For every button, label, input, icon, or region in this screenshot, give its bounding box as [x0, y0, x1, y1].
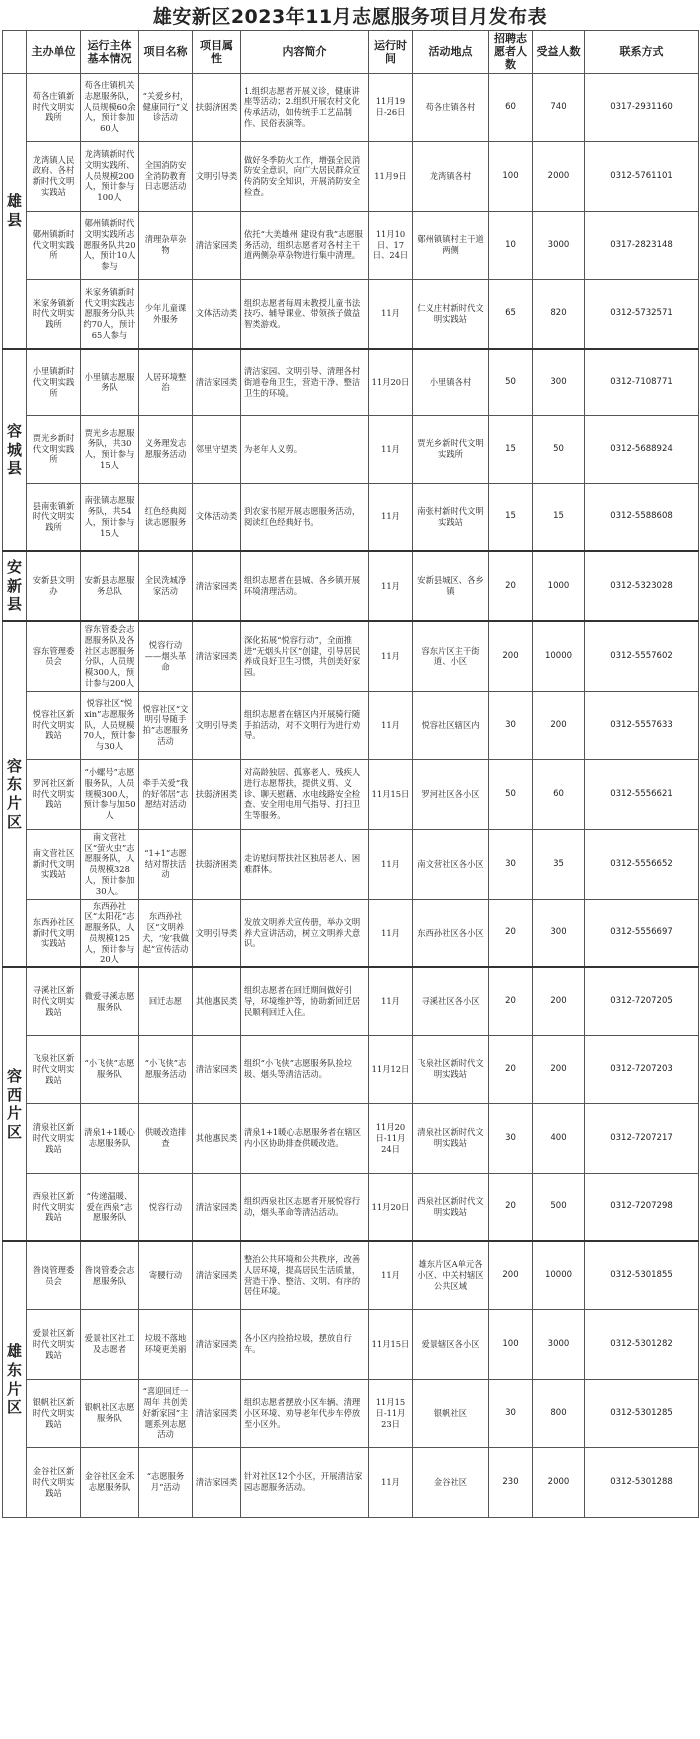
location-cell: 南张村新时代文明实践站: [413, 483, 489, 551]
description-cell: 依托“大美雄州 建设有我”志愿服务活动，组织志愿者对各村主干道两侧杂草杂物进行集中清理。: [241, 211, 369, 279]
description-cell: 各小区内捡拾垃圾，摆放自行车。: [241, 1309, 369, 1379]
project-type-cell: 其他惠民类: [193, 967, 241, 1035]
run-time-cell: 11月20日: [369, 1173, 413, 1241]
location-cell: 安新县城区、各乡镇: [413, 551, 489, 621]
recruit-count-cell: 50: [489, 349, 533, 415]
recruit-count-cell: 30: [489, 1379, 533, 1447]
run-time-cell: 11月: [369, 483, 413, 551]
project-type-cell: 扶弱济困类: [193, 829, 241, 899]
table-row: [3, 211, 699, 279]
contact-cell: 0312-5556652: [585, 829, 699, 899]
recruit-count-cell: 20: [489, 967, 533, 1035]
location-cell: 容东片区主干街道、小区: [413, 621, 489, 691]
description-cell: 针对社区12个小区，开展清洁家园志愿服务活动。: [241, 1447, 369, 1517]
contact-cell: 0312-5556697: [585, 899, 699, 967]
beneficiary-count-cell: 200: [533, 1035, 585, 1103]
table-row: [3, 759, 699, 829]
beneficiary-count-cell: 60: [533, 759, 585, 829]
county-cell: 雄 东 片 区: [3, 1241, 27, 1517]
location-cell: 东西孙社区各小区: [413, 899, 489, 967]
beneficiary-count-cell: 2000: [533, 1447, 585, 1517]
recruit-count-cell: 20: [489, 899, 533, 967]
contact-cell: 0312-5588608: [585, 483, 699, 551]
operator-info-cell: 容东管委会志愿服务队及各社区志愿服务分队，人员规模300人，预计参与200人: [81, 621, 139, 691]
project-name-cell: 垃圾不落地 环境更美丽: [139, 1309, 193, 1379]
description-cell: 整治公共环境和公共秩序，改善人居环境，提高居民生活质量，营造干净、整洁、文明、有序的居住环境。: [241, 1241, 369, 1309]
table-row: [3, 899, 699, 967]
recruit-count-cell: 15: [489, 415, 533, 483]
project-name-cell: 义务理发志愿服务活动: [139, 415, 193, 483]
project-type-cell: 清洁家园类: [193, 1173, 241, 1241]
description-cell: 组织志愿者在县城、各乡镇开展环境清理活动。: [241, 551, 369, 621]
run-time-cell: 11月15日: [369, 1309, 413, 1379]
run-time-cell: 11月: [369, 621, 413, 691]
table-row: [3, 967, 699, 1035]
operator-info-cell: 米家务镇新时代文明实践志愿服务分队共约70人，预计65人参与: [81, 279, 139, 349]
table-row: [3, 621, 699, 691]
beneficiary-count-cell: 50: [533, 415, 585, 483]
table-row: [3, 279, 699, 349]
location-cell: 仁义庄村新时代文明实践站: [413, 279, 489, 349]
operator-info-cell: “小螺号”志愿服务队，人员规模300人，预计参与加50人: [81, 759, 139, 829]
host-unit-cell: 容东管理委员会: [27, 621, 81, 691]
project-name-cell: 悦容行动——烟头革命: [139, 621, 193, 691]
run-time-cell: 11月: [369, 829, 413, 899]
header-cell: 内容简介: [241, 31, 369, 74]
recruit-count-cell: 100: [489, 1309, 533, 1379]
location-cell: 寻溪社区各小区: [413, 967, 489, 1035]
recruit-count-cell: 20: [489, 1035, 533, 1103]
page-title: 雄安新区2023年11月志愿服务项目月发布表: [152, 6, 548, 28]
project-name-cell: “关爱乡村，健康同行”义诊活动: [139, 73, 193, 141]
host-unit-cell: 小里镇新时代文明实践所: [27, 349, 81, 415]
header-cell: [3, 31, 27, 74]
table-row: [3, 829, 699, 899]
project-type-cell: 文体活动类: [193, 483, 241, 551]
beneficiary-count-cell: 35: [533, 829, 585, 899]
host-unit-cell: 南文营社区新时代文明实践站: [27, 829, 81, 899]
operator-info-cell: “传递温暖、爱在西泉”志愿服务队: [81, 1173, 139, 1241]
table-row: [3, 73, 699, 141]
header-cell: 活动地点: [413, 31, 489, 74]
header-cell: 运行时间: [369, 31, 413, 74]
recruit-count-cell: 100: [489, 141, 533, 211]
project-type-cell: 邻里守望类: [193, 415, 241, 483]
county-cell: 容 城 县: [3, 349, 27, 551]
project-name-cell: 人居环境整治: [139, 349, 193, 415]
recruit-count-cell: 230: [489, 1447, 533, 1517]
table-row: [3, 1447, 699, 1517]
beneficiary-count-cell: 400: [533, 1103, 585, 1173]
run-time-cell: 11月: [369, 415, 413, 483]
host-unit-cell: 清泉社区新时代文明实践站: [27, 1103, 81, 1173]
location-cell: 金谷社区: [413, 1447, 489, 1517]
location-cell: 贾光乡新时代文明实践所: [413, 415, 489, 483]
description-cell: 组织志愿者每周末教授儿童书法技巧、辅导课业、带领孩子做益智类游戏。: [241, 279, 369, 349]
header-cell: 受益人数: [533, 31, 585, 74]
header-cell: 联系方式: [585, 31, 699, 74]
host-unit-cell: 县南张镇新时代文明实践所: [27, 483, 81, 551]
description-cell: 组织西泉社区志愿者开展悦容行动，烟头革命等清洁活动。: [241, 1173, 369, 1241]
operator-info-cell: “小飞侠”志愿服务队: [81, 1035, 139, 1103]
beneficiary-count-cell: 10000: [533, 621, 585, 691]
recruit-count-cell: 20: [489, 1173, 533, 1241]
host-unit-cell: 贾光乡新时代文明实践所: [27, 415, 81, 483]
description-cell: 发放文明养犬宣传册，举办文明养犬宣讲活动，树立文明养犬意识。: [241, 899, 369, 967]
description-cell: 到农家书屋开展志愿服务活动，阅读红色经典好书。: [241, 483, 369, 551]
project-name-cell: “喜迎回迁一周年 共创美好新家园”主题系列志愿活动: [139, 1379, 193, 1447]
beneficiary-count-cell: 800: [533, 1379, 585, 1447]
beneficiary-count-cell: 1000: [533, 551, 585, 621]
recruit-count-cell: 60: [489, 73, 533, 141]
run-time-cell: 11月: [369, 967, 413, 1035]
run-time-cell: 11月: [369, 691, 413, 759]
table-row: [3, 1241, 699, 1309]
location-cell: 飞泉社区新时代文明实践站: [413, 1035, 489, 1103]
contact-cell: 0312-5323028: [585, 551, 699, 621]
project-name-cell: 少年儿童课外服务: [139, 279, 193, 349]
beneficiary-count-cell: 3000: [533, 1309, 585, 1379]
project-type-cell: 扶弱济困类: [193, 73, 241, 141]
location-cell: 南文营社区各小区: [413, 829, 489, 899]
description-cell: 对高龄独居、孤寡老人、残疾人进行志愿帮扶，提供义剪、义诊、聊天慰藉、水电线路安全检查、安全用电用气指导、打扫卫生等服务。: [241, 759, 369, 829]
run-time-cell: 11月: [369, 899, 413, 967]
host-unit-cell: 爱景社区新时代文明实践站: [27, 1309, 81, 1379]
project-type-cell: 清洁家园类: [193, 1309, 241, 1379]
description-cell: 组织志愿者在回迁期间做好引导，环境维护等，协助新回迁居民顺利回迁入住。: [241, 967, 369, 1035]
project-type-cell: 清洁家园类: [193, 621, 241, 691]
county-cell: 安 新 县: [3, 551, 27, 621]
operator-info-cell: 东西孙社区“太阳花”志愿服务队，人员规模125人，预计参与20人: [81, 899, 139, 967]
description-cell: 组织志愿者在辖区内开展骑行随手拍活动，对不文明行为进行劝导。: [241, 691, 369, 759]
beneficiary-count-cell: 3000: [533, 211, 585, 279]
recruit-count-cell: 30: [489, 1103, 533, 1173]
project-name-cell: 东西孙社区“文明养犬，‘宠’我做起”宣传活动: [139, 899, 193, 967]
operator-info-cell: 贾光乡志愿服务队，共30人，预计参与15人: [81, 415, 139, 483]
project-type-cell: 清洁家园类: [193, 349, 241, 415]
run-time-cell: 11月: [369, 279, 413, 349]
description-cell: 组织志愿者摆放小区车辆、清理小区环境、劝导老年代步车停放至小区外。: [241, 1379, 369, 1447]
location-cell: 西泉社区新时代文明实践站: [413, 1173, 489, 1241]
header-cell: 项目属性: [193, 31, 241, 74]
host-unit-cell: 金谷社区新时代文明实践站: [27, 1447, 81, 1517]
project-name-cell: 悦容行动: [139, 1173, 193, 1241]
beneficiary-count-cell: 300: [533, 349, 585, 415]
beneficiary-count-cell: 2000: [533, 141, 585, 211]
location-cell: 清泉社区新时代文明实践站: [413, 1103, 489, 1173]
table-row: [3, 483, 699, 551]
beneficiary-count-cell: 200: [533, 691, 585, 759]
run-time-cell: 11月10日、17日、24日: [369, 211, 413, 279]
host-unit-cell: 东西孙社区新时代文明实践站: [27, 899, 81, 967]
county-cell: 雄 县: [3, 73, 27, 349]
beneficiary-count-cell: 820: [533, 279, 585, 349]
contact-cell: 0312-7207217: [585, 1103, 699, 1173]
operator-info-cell: 龙湾镇新时代文明实践所、人员规模200人，预计参与100人: [81, 141, 139, 211]
run-time-cell: 11月: [369, 551, 413, 621]
project-type-cell: 清洁家园类: [193, 1447, 241, 1517]
description-cell: 1.组织志愿者开展义诊，健康讲座等活动；2.组织开展农村文化传承活动，如传统手工艺品制作、民俗表演等。: [241, 73, 369, 141]
recruit-count-cell: 30: [489, 691, 533, 759]
project-name-cell: 悦容社区“文明引导随手拍”志愿服务活动: [139, 691, 193, 759]
run-time-cell: 11月20日: [369, 349, 413, 415]
recruit-count-cell: 65: [489, 279, 533, 349]
operator-info-cell: 银帆社区志愿服务队: [81, 1379, 139, 1447]
project-name-cell: 红色经典阅读志愿服务: [139, 483, 193, 551]
project-name-cell: 全民洗城净家活动: [139, 551, 193, 621]
project-type-cell: 文明引导类: [193, 899, 241, 967]
operator-info-cell: 安新县志愿服务总队: [81, 551, 139, 621]
operator-info-cell: 微爱寻溪志愿服务队: [81, 967, 139, 1035]
operator-info-cell: 清泉1+1暖心志愿服务队: [81, 1103, 139, 1173]
host-unit-cell: 鄚州镇新时代文明实践所: [27, 211, 81, 279]
beneficiary-count-cell: 740: [533, 73, 585, 141]
operator-info-cell: 南张镇志愿服务队，共54人，预计参与15人: [81, 483, 139, 551]
contact-cell: 0312-7207203: [585, 1035, 699, 1103]
contact-cell: 0312-5301285: [585, 1379, 699, 1447]
run-time-cell: 11月: [369, 1447, 413, 1517]
contact-cell: 0312-5301282: [585, 1309, 699, 1379]
recruit-count-cell: 10: [489, 211, 533, 279]
location-cell: 银帆社区: [413, 1379, 489, 1447]
recruit-count-cell: 200: [489, 621, 533, 691]
contact-cell: 0312-7108771: [585, 349, 699, 415]
project-type-cell: 清洁家园类: [193, 1379, 241, 1447]
run-time-cell: 11月20日-11月24日: [369, 1103, 413, 1173]
beneficiary-count-cell: 200: [533, 967, 585, 1035]
beneficiary-count-cell: 10000: [533, 1241, 585, 1309]
run-time-cell: 11月9日: [369, 141, 413, 211]
contact-cell: 0312-5556621: [585, 759, 699, 829]
host-unit-cell: 苟各庄镇新时代文明实践所: [27, 73, 81, 141]
contact-cell: 0312-5301288: [585, 1447, 699, 1517]
project-type-cell: 清洁家园类: [193, 1035, 241, 1103]
location-cell: 龙湾镇各村: [413, 141, 489, 211]
table-row: [3, 349, 699, 415]
description-cell: 为老年人义剪。: [241, 415, 369, 483]
project-name-cell: 寄腰行动: [139, 1241, 193, 1309]
description-cell: 深化拓展“悦容行动”，全面推进“无烟头片区”创建，引导居民养成良好卫生习惯，共创美好家园。: [241, 621, 369, 691]
run-time-cell: 11月12日: [369, 1035, 413, 1103]
contact-cell: 0312-5761101: [585, 141, 699, 211]
host-unit-cell: 安新县文明办: [27, 551, 81, 621]
project-name-cell: 清理杂草杂物: [139, 211, 193, 279]
project-type-cell: 清洁家园类: [193, 1241, 241, 1309]
project-type-cell: 文体活动类: [193, 279, 241, 349]
run-time-cell: 11月15日: [369, 759, 413, 829]
header-cell: 项目名称: [139, 31, 193, 74]
county-cell: 容 东 片 区: [3, 621, 27, 967]
contact-cell: 0312-7207298: [585, 1173, 699, 1241]
recruit-count-cell: 50: [489, 759, 533, 829]
table-row: [3, 415, 699, 483]
project-type-cell: 其他惠民类: [193, 1103, 241, 1173]
host-unit-cell: 悦容社区新时代文明实践站: [27, 691, 81, 759]
host-unit-cell: 寻溪社区新时代文明实践站: [27, 967, 81, 1035]
operator-info-cell: 金谷社区金禾志愿服务队: [81, 1447, 139, 1517]
project-name-cell: “1+1”志愿结对帮扶活动: [139, 829, 193, 899]
recruit-count-cell: 20: [489, 551, 533, 621]
header-cell: 主办单位: [27, 31, 81, 74]
county-cell: 容 西 片 区: [3, 967, 27, 1241]
table-row: [3, 1309, 699, 1379]
beneficiary-count-cell: 500: [533, 1173, 585, 1241]
recruit-count-cell: 200: [489, 1241, 533, 1309]
table-row: [3, 1173, 699, 1241]
contact-cell: 0312-5557633: [585, 691, 699, 759]
operator-info-cell: 悦容社区“悦xin”志愿服务队，人员规模70人，预计参与30人: [81, 691, 139, 759]
location-cell: 罗河社区各小区: [413, 759, 489, 829]
host-unit-cell: 米家务镇新时代文明实践所: [27, 279, 81, 349]
recruit-count-cell: 30: [489, 829, 533, 899]
contact-cell: 0312-5732571: [585, 279, 699, 349]
volunteer-projects-table: [2, 30, 699, 1518]
table-row: [3, 1103, 699, 1173]
table-row: [3, 551, 699, 621]
table-row: [3, 141, 699, 211]
table-row: [3, 1379, 699, 1447]
project-name-cell: 全国消防安全消防教育日志愿活动: [139, 141, 193, 211]
recruit-count-cell: 15: [489, 483, 533, 551]
description-cell: 组织“小飞侠”志愿服务队捡垃圾、烟头等清洁活动。: [241, 1035, 369, 1103]
operator-info-cell: 鄚州镇新时代文明实践所志愿服务队共20人，预计10人参与: [81, 211, 139, 279]
description-cell: 清泉1+1暖心志愿服务者在辖区内小区协助排查供暖改造。: [241, 1103, 369, 1173]
host-unit-cell: 昝岗管理委员会: [27, 1241, 81, 1309]
contact-cell: 0312-7207205: [585, 967, 699, 1035]
table-body: [3, 73, 699, 1517]
run-time-cell: 11月19日-26日: [369, 73, 413, 141]
host-unit-cell: 龙湾镇人民政府、各村新时代文明实践站: [27, 141, 81, 211]
contact-cell: 0317-2931160: [585, 73, 699, 141]
run-time-cell: 11月: [369, 1241, 413, 1309]
host-unit-cell: 银帆社区新时代文明实践站: [27, 1379, 81, 1447]
table-row: [3, 1035, 699, 1103]
header-cell: 招聘志愿者人数: [489, 31, 533, 74]
contact-cell: 0312-5688924: [585, 415, 699, 483]
description-cell: 清洁家园、文明引导、清理各村街道卷角卫生，营造干净、整洁卫生的环境。: [241, 349, 369, 415]
operator-info-cell: 南文营社区“萤火虫”志愿服务队，人员规模328人，预计参加30人。: [81, 829, 139, 899]
project-type-cell: 扶弱济困类: [193, 759, 241, 829]
table-header: [3, 31, 699, 74]
beneficiary-count-cell: 300: [533, 899, 585, 967]
table-row: [3, 691, 699, 759]
description-cell: 走访慰问帮扶社区独居老人、困难群体。: [241, 829, 369, 899]
contact-cell: 0312-5557602: [585, 621, 699, 691]
project-name-cell: “志愿服务月”活动: [139, 1447, 193, 1517]
project-type-cell: 文明引导类: [193, 141, 241, 211]
run-time-cell: 11月15日-11月23日: [369, 1379, 413, 1447]
project-name-cell: 牵手关爱“我的好邻居”志愿结对活动: [139, 759, 193, 829]
operator-info-cell: 小里镇志愿服务队: [81, 349, 139, 415]
operator-info-cell: 爱景社区社工及志愿者: [81, 1309, 139, 1379]
host-unit-cell: 飞泉社区新时代文明实践站: [27, 1035, 81, 1103]
location-cell: 苟各庄镇各村: [413, 73, 489, 141]
host-unit-cell: 罗河社区新时代文明实践站: [27, 759, 81, 829]
operator-info-cell: 苟各庄镇机关志愿服务队，人员规模60余人，预计参加60人: [81, 73, 139, 141]
location-cell: 鄚州镇镇村主干道两侧: [413, 211, 489, 279]
project-name-cell: 回迁志愿: [139, 967, 193, 1035]
host-unit-cell: 西泉社区新时代文明实践站: [27, 1173, 81, 1241]
header-cell: 运行主体基本情况: [81, 31, 139, 74]
project-type-cell: 清洁家园类: [193, 551, 241, 621]
operator-info-cell: 昝岗管委会志愿服务队: [81, 1241, 139, 1309]
location-cell: 雄东片区A单元各小区、中关村辖区公共区域: [413, 1241, 489, 1309]
project-name-cell: “小飞侠”志愿服务活动: [139, 1035, 193, 1103]
contact-cell: 0312-5301855: [585, 1241, 699, 1309]
project-name-cell: 供暖改造排查: [139, 1103, 193, 1173]
location-cell: 爱景辖区各小区: [413, 1309, 489, 1379]
project-type-cell: 清洁家园类: [193, 211, 241, 279]
contact-cell: 0317-2823148: [585, 211, 699, 279]
location-cell: 悦容社区辖区内: [413, 691, 489, 759]
description-cell: 做好冬季防火工作，增强全民消防安全意识，向广大居民群众宣传消防安全知识，开展消防安全检查。: [241, 141, 369, 211]
beneficiary-count-cell: 15: [533, 483, 585, 551]
location-cell: 小里镇各村: [413, 349, 489, 415]
project-type-cell: 文明引导类: [193, 691, 241, 759]
